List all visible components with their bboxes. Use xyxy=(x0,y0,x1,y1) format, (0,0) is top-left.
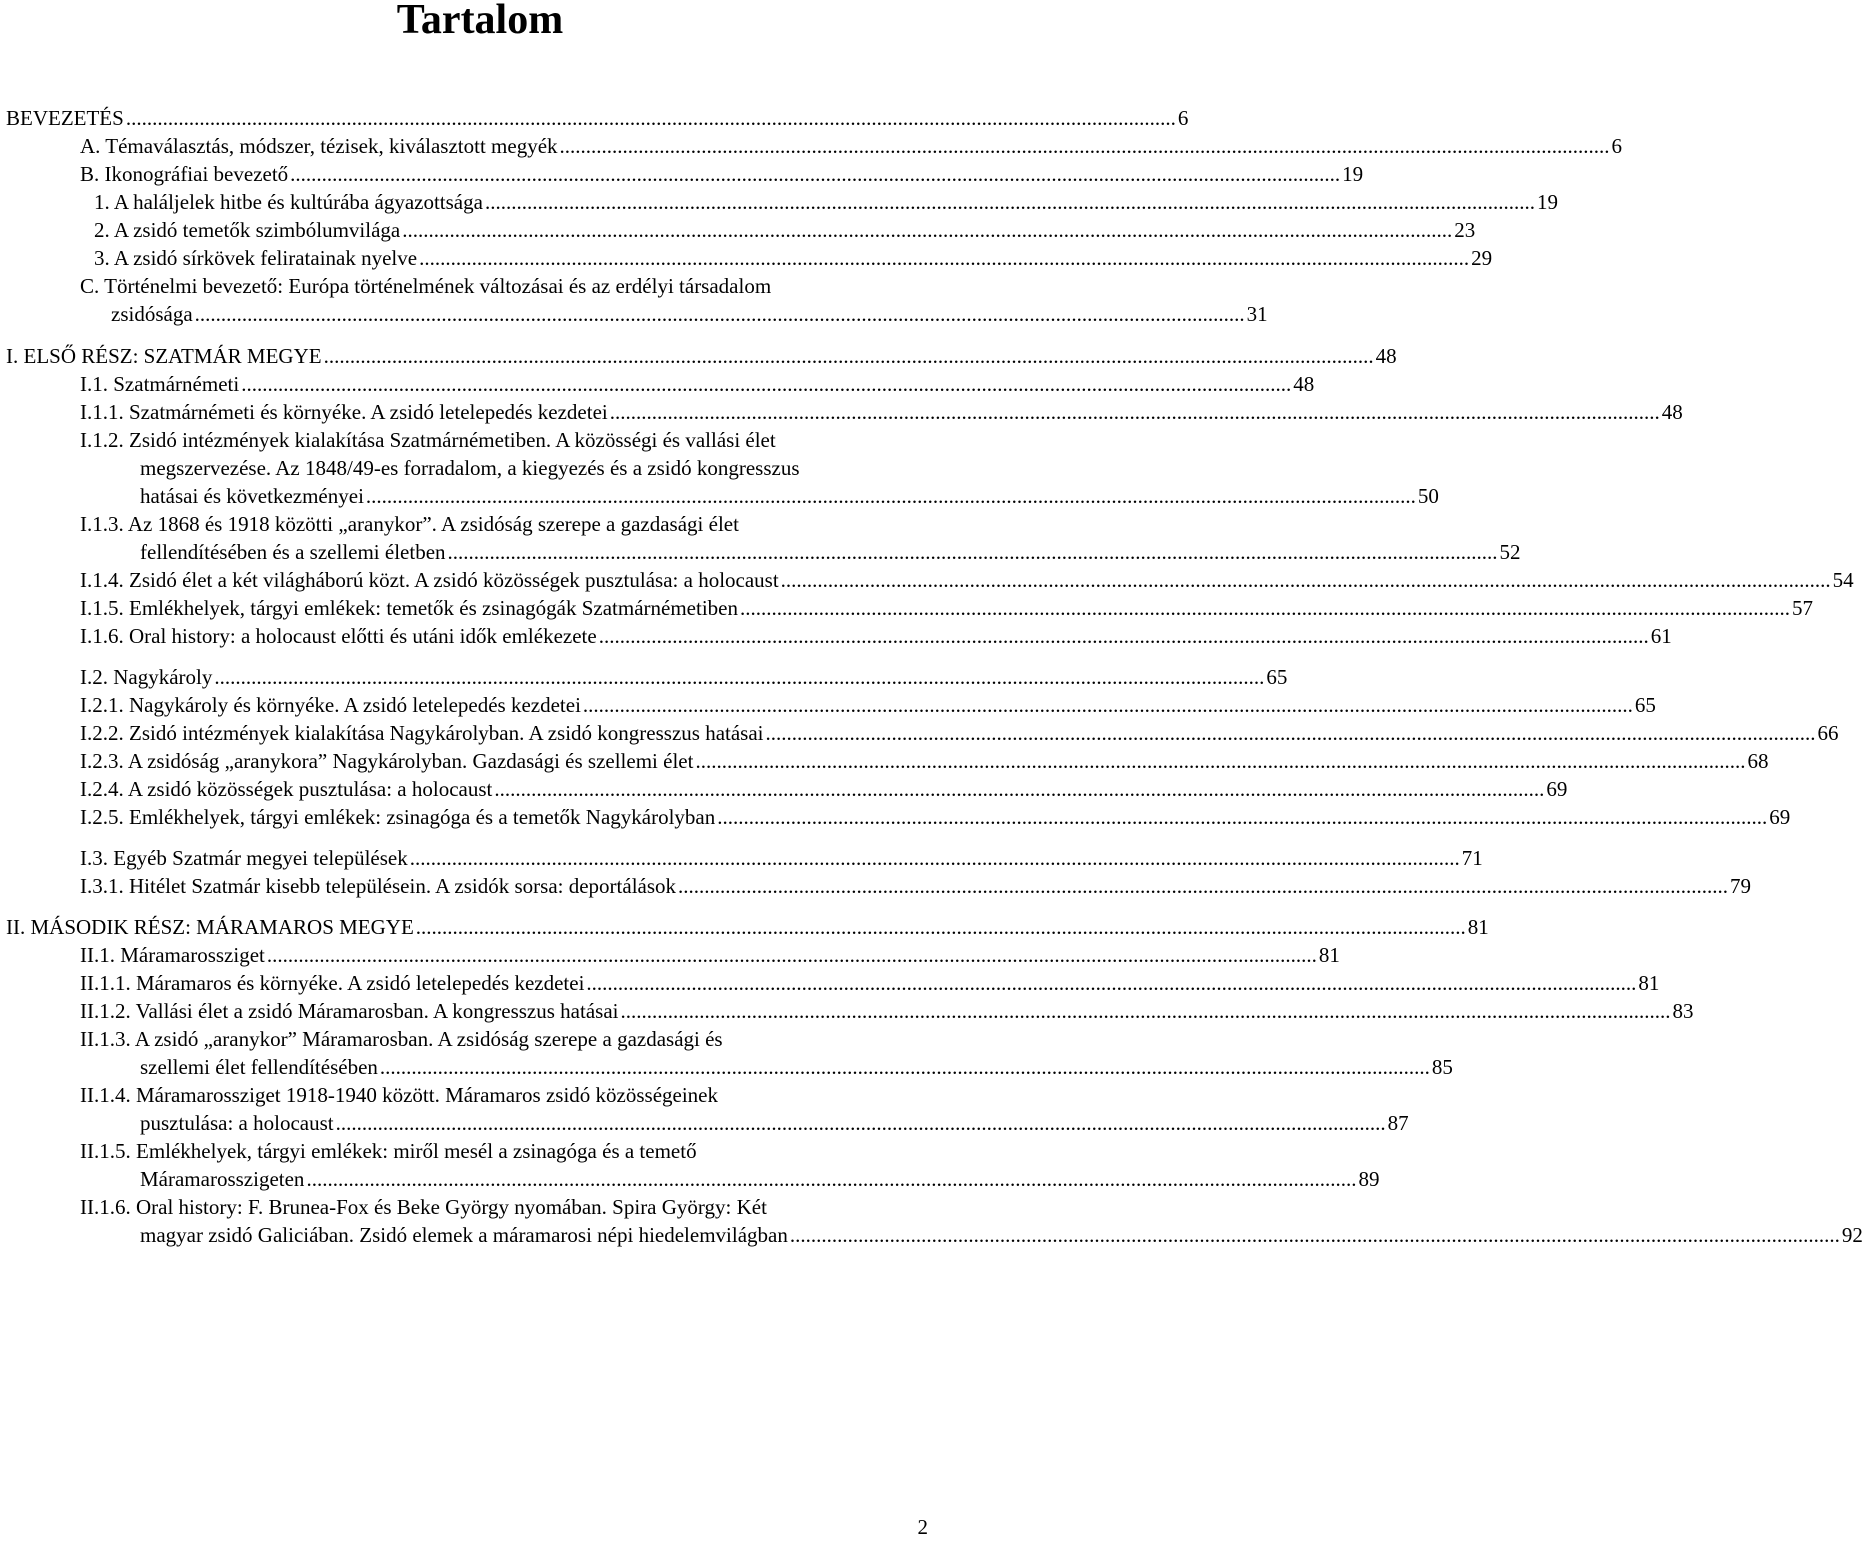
toc-entry-text: I.2.3. A zsidóság „aranykora” Nagykárolyban. Gazdasági és szellemi élet xyxy=(80,749,694,773)
toc-entry[interactable] xyxy=(6,104,1189,132)
toc-page-number: 52 xyxy=(1499,540,1521,564)
toc-entry-text[interactable]: II.1.3. A zsidó „aranykor” Máramarosban. A zsidóság szerepe a gazdasági és xyxy=(80,1027,723,1051)
toc-page-number: 48 xyxy=(1661,400,1683,424)
dot-leader: ........................................................................................................................................................................................................ xyxy=(402,218,1453,242)
toc-page-number: 69 xyxy=(1546,777,1568,801)
toc-page-number: 6 xyxy=(1611,134,1623,158)
toc-page-number: 57 xyxy=(1791,596,1813,620)
toc-entry[interactable] xyxy=(140,1109,1409,1137)
toc-entry-text: I.2. Nagykároly xyxy=(80,665,213,689)
toc-entry-text[interactable]: II.1.6. Oral history: F. Brunea-Fox és Beke György nyomában. Spira György: Két xyxy=(80,1195,767,1219)
toc-entry[interactable] xyxy=(140,538,1521,566)
toc-page-number: 92 xyxy=(1841,1223,1863,1247)
toc-entry-text: pusztulása: a holocaust xyxy=(140,1111,334,1135)
toc-entry[interactable] xyxy=(6,342,1397,370)
dot-leader: ........................................................................................................................................................................................................ xyxy=(494,777,1545,801)
toc-entry[interactable] xyxy=(80,663,1288,691)
toc-entry-text: hatásai és következményei xyxy=(140,484,364,508)
toc-entry-text[interactable]: I.1.3. Az 1868 és 1918 közötti „aranykor”. A zsidóság szerepe a gazdasági élet xyxy=(80,512,739,536)
toc-entry[interactable] xyxy=(80,969,1660,997)
toc-entry-text: I.1.1. Szatmárnémeti és környéke. A zsidó letelepedés kezdetei xyxy=(80,400,608,424)
toc-entry[interactable] xyxy=(94,188,1558,216)
toc-entry-text: I.1.5. Emlékhelyek, tárgyi emlékek: temetők és zsinagógák Szatmárnémetiben xyxy=(80,596,738,620)
toc-page-number: 81 xyxy=(1318,943,1340,967)
toc-entry-text: II.1.2. Vallási élet a zsidó Máramarosban. A kongresszus hatásai xyxy=(80,999,619,1023)
toc-entry[interactable] xyxy=(140,482,1439,510)
toc-entry[interactable] xyxy=(80,844,1483,872)
toc-entry[interactable] xyxy=(140,1221,1863,1249)
toc-entry[interactable] xyxy=(6,913,1489,941)
toc-entry-text: I.1. Szatmárnémeti xyxy=(80,372,240,396)
toc-entry-text: Máramarosszigeten xyxy=(140,1167,305,1191)
toc-entry[interactable] xyxy=(80,997,1694,1025)
toc-entry-text: szellemi élet fellendítésében xyxy=(140,1055,378,1079)
toc-entry-text: zsidósága xyxy=(111,302,193,326)
toc-entry[interactable] xyxy=(140,1053,1453,1081)
dot-leader: ........................................................................................................................................................................................................ xyxy=(609,400,1660,424)
toc-page-number: 48 xyxy=(1293,372,1315,396)
page-number: 2 xyxy=(917,1515,928,1539)
toc-entry-text: II. MÁSODIK RÉSZ: MÁRAMAROS MEGYE xyxy=(6,915,414,939)
toc-entry[interactable] xyxy=(111,300,1268,328)
toc-page-number: 61 xyxy=(1650,624,1672,648)
toc-page-number: 23 xyxy=(1454,218,1476,242)
dot-leader: ........................................................................................................................................................................................................ xyxy=(379,1055,1430,1079)
toc-entry[interactable] xyxy=(80,691,1656,719)
toc-entry-text: I.3. Egyéb Szatmár megyei települések xyxy=(80,846,408,870)
toc-entry[interactable] xyxy=(80,132,1623,160)
toc-page-number: 87 xyxy=(1387,1111,1409,1135)
toc-entry[interactable] xyxy=(80,566,1854,594)
toc-page-number: 68 xyxy=(1747,749,1769,773)
toc-page-number: 89 xyxy=(1358,1167,1380,1191)
toc-page-number: 29 xyxy=(1471,246,1493,270)
toc-page-number: 31 xyxy=(1246,302,1268,326)
dot-leader: ........................................................................................................................................................................................................ xyxy=(415,915,1466,939)
dot-leader: ........................................................................................................................................................................................................ xyxy=(620,999,1671,1023)
toc-entry[interactable] xyxy=(80,872,1752,900)
toc-entry[interactable] xyxy=(80,398,1683,426)
toc-page-number: 79 xyxy=(1730,874,1752,898)
toc-entry-text: 2. A zsidó temetők szimbólumvilága xyxy=(94,218,401,242)
dot-leader: ........................................................................................................................................................................................................ xyxy=(214,665,1265,689)
toc-entry-text: A. Témaválasztás, módszer, tézisek, kiválasztott megyék xyxy=(80,134,558,158)
dot-leader: ........................................................................................................................................................................................................ xyxy=(780,568,1831,592)
toc-entry-text: I.2.2. Zsidó intézmények kialakítása Nagykárolyban. A zsidó kongresszus hatásai xyxy=(80,721,764,745)
dot-leader: ........................................................................................................................................................................................................ xyxy=(419,246,1470,270)
toc-entry-text: I.1.6. Oral history: a holocaust előtti és utáni idők emlékezete xyxy=(80,624,597,648)
toc-entry-text: II.1.1. Máramaros és környéke. A zsidó letelepedés kezdetei xyxy=(80,971,585,995)
dot-leader: ........................................................................................................................................................................................................ xyxy=(306,1167,1357,1191)
toc-page-number: 19 xyxy=(1536,190,1558,214)
toc-entry-text: I.2.4. A zsidó közösségek pusztulása: a holocaust xyxy=(80,777,493,801)
toc-entry-text: 3. A zsidó sírkövek feliratainak nyelve xyxy=(94,246,418,270)
toc-entry-text: I.2.5. Emlékhelyek, tárgyi emlékek: zsinagóga és a temetők Nagykárolyban xyxy=(80,805,716,829)
dot-leader: ........................................................................................................................................................................................................ xyxy=(125,106,1176,130)
toc-page-number: 65 xyxy=(1266,665,1288,689)
dot-leader: ........................................................................................................................................................................................................ xyxy=(582,693,1633,717)
dot-leader: ........................................................................................................................................................................................................ xyxy=(717,805,1768,829)
toc-page-number: 6 xyxy=(1177,106,1189,130)
toc-page-number: 50 xyxy=(1417,484,1439,508)
dot-leader: ........................................................................................................................................................................................................ xyxy=(598,624,1649,648)
toc-entry-text: I.2.1. Nagykároly és környéke. A zsidó letelepedés kezdetei xyxy=(80,693,581,717)
dot-leader: ........................................................................................................................................................................................................ xyxy=(765,721,1816,745)
toc-entry[interactable] xyxy=(80,941,1340,969)
toc-page-number: 85 xyxy=(1431,1055,1453,1079)
dot-leader: ........................................................................................................................................................................................................ xyxy=(789,1223,1840,1247)
toc-page-number: 54 xyxy=(1832,568,1854,592)
toc-entry[interactable] xyxy=(80,622,1672,650)
dot-leader: ........................................................................................................................................................................................................ xyxy=(290,162,1341,186)
toc-entry-text: BEVEZETÉS xyxy=(6,106,124,130)
dot-leader: ........................................................................................................................................................................................................ xyxy=(678,874,1729,898)
toc-entry-text[interactable]: C. Történelmi bevezető: Európa történelmének változásai és az erdélyi társadalom xyxy=(80,274,772,298)
toc-entry-text: I. ELSŐ RÉSZ: SZATMÁR MEGYE xyxy=(6,344,322,368)
toc-page-number: 66 xyxy=(1817,721,1839,745)
dot-leader: ........................................................................................................................................................................................................ xyxy=(194,302,1245,326)
dot-leader: ........................................................................................................................................................................................................ xyxy=(739,596,1790,620)
dot-leader: ........................................................................................................................................................................................................ xyxy=(335,1111,1386,1135)
dot-leader: ........................................................................................................................................................................................................ xyxy=(266,943,1317,967)
toc-entry-text[interactable]: megszervezése. Az 1848/49-es forradalom, a kiegyezés és a zsidó kongresszus xyxy=(140,456,800,480)
toc-entry[interactable] xyxy=(80,160,1364,188)
toc-entry-text[interactable]: I.1.2. Zsidó intézmények kialakítása Szatmárnémetiben. A közösségi és vallási élet xyxy=(80,428,776,452)
dot-leader: ........................................................................................................................................................................................................ xyxy=(447,540,1498,564)
toc-entry-text: I.3.1. Hitélet Szatmár kisebb településein. A zsidók sorsa: deportálások xyxy=(80,874,677,898)
toc-entry-text: 1. A haláljelek hitbe és kultúrába ágyazottsága xyxy=(94,190,483,214)
toc-entry-text: B. Ikonográfiai bevezető xyxy=(80,162,289,186)
toc-page-number: 81 xyxy=(1467,915,1489,939)
toc-entry-text[interactable]: II.1.5. Emlékhelyek, tárgyi emlékek: miről mesél a zsinagóga és a temető xyxy=(80,1139,697,1163)
toc-page-number: 83 xyxy=(1672,999,1694,1023)
toc-entry[interactable] xyxy=(80,719,1839,747)
toc-entry-text: magyar zsidó Galiciában. Zsidó elemek a máramarosi népi hiedelemvilágban xyxy=(140,1223,788,1247)
toc-page-number: 81 xyxy=(1638,971,1660,995)
dot-leader: ........................................................................................................................................................................................................ xyxy=(241,372,1292,396)
dot-leader: ........................................................................................................................................................................................................ xyxy=(409,846,1460,870)
dot-leader: ........................................................................................................................................................................................................ xyxy=(559,134,1610,158)
toc-entry-text: fellendítésében és a szellemi életben xyxy=(140,540,446,564)
toc-entry[interactable] xyxy=(94,216,1476,244)
toc-entry[interactable] xyxy=(140,1165,1380,1193)
toc-entry[interactable] xyxy=(80,775,1568,803)
toc-entry-text: I.1.4. Zsidó élet a két világháború közt. A zsidó közösségek pusztulása: a holocaust xyxy=(80,568,779,592)
dot-leader: ........................................................................................................................................................................................................ xyxy=(586,971,1637,995)
toc-entry[interactable] xyxy=(94,244,1493,272)
dot-leader: ........................................................................................................................................................................................................ xyxy=(484,190,1535,214)
toc-entry-text: II.1. Máramarossziget xyxy=(80,943,265,967)
toc-entry[interactable] xyxy=(80,803,1791,831)
toc-page-number: 71 xyxy=(1461,846,1483,870)
dot-leader: ........................................................................................................................................................................................................ xyxy=(365,484,1416,508)
page-title: Tartalom xyxy=(396,0,564,43)
toc-page-number: 69 xyxy=(1769,805,1791,829)
toc-page-number: 19 xyxy=(1342,162,1364,186)
dot-leader: ........................................................................................................................................................................................................ xyxy=(695,749,1746,773)
toc-page-number: 48 xyxy=(1375,344,1397,368)
toc-entry-text[interactable]: II.1.4. Máramarossziget 1918-1940 között. Máramaros zsidó közösségeinek xyxy=(80,1083,718,1107)
toc-page-number: 65 xyxy=(1634,693,1656,717)
toc-entry[interactable] xyxy=(80,594,1813,622)
toc-entry[interactable] xyxy=(80,747,1769,775)
dot-leader: ........................................................................................................................................................................................................ xyxy=(323,344,1374,368)
toc-entry[interactable] xyxy=(80,370,1315,398)
